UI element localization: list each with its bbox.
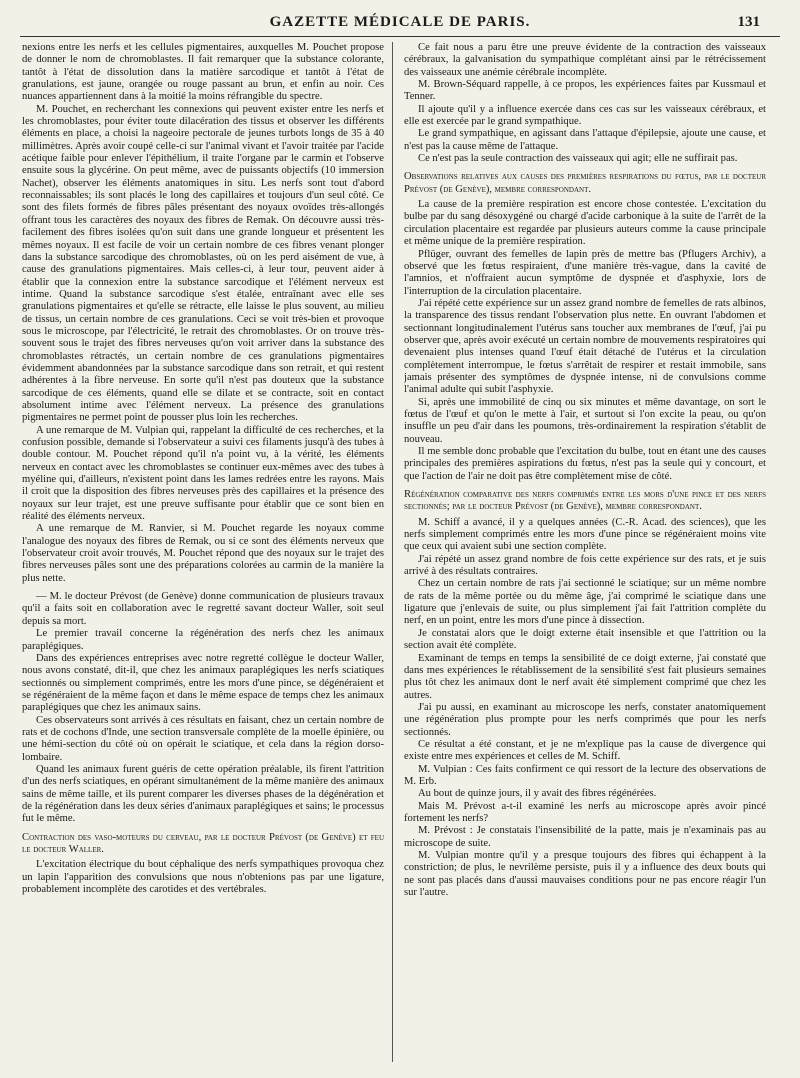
paragraph: Quand les animaux furent guéris de cette opération préalable, ils firent l'attrition d'un des nerfs sciatiques, en opérant simultanément de la même manière des animaux sains de même taille, et ils purent comparer les diverses phases de la dégénération et de la régénération dans les deux séries d'animaux paraplégiques et sains; le processus fut le même. <box>22 763 384 825</box>
paragraph: Examinant de temps en temps la sensibilité de ce doigt externe, j'ai constaté que dans mes expériences le rétablissement de la sensibilité s'est fait plusieurs semaines plus tôt chez les animaux dont le nerf avait été simplement comprimé que chez les autres. <box>404 652 766 701</box>
paragraph: M. Brown-Séquard rappelle, à ce propos, les expériences faites par Kussmaul et Tenner. <box>404 79 766 103</box>
left-column <box>22 42 384 1068</box>
paragraph: J'ai pu aussi, en examinant au microscope les nerfs, constater anatomiquement une régénération plus prompte pour les nerfs comprimés que pour les nerfs sectionnés. <box>404 701 766 738</box>
paragraph: Ces observateurs sont arrivés à ces résultats en faisant, chez un certain nombre de rats et de cochons d'Inde, une section transversale complète de la moelle épinière, ou une hémi-section du côté où on opérait le sciatique, et cela dans la région dorso-lombaire. <box>22 714 384 763</box>
paragraph: J'ai répété cette expérience sur un assez grand nombre de femelles de rats albinos, la transparence des tissus rendant l'observation plus nette. En ouvrant l'abdomen et sectionnant longitudinalement l'utérus sans toucher aux membranes de l'œuf, j'ai pu observer que, après avoir exécuté un certain nombre de mouvements respiratoires qui devenaient plus intenses quand l'œuf était détaché de l'utérus et la circulation complètement interrompue, le fœtus s'arrêtait de respirer et restait immobile, sans jamais présenter des symptômes de dyspnée intense, ni de convulsions comme l'animal adulte qui subit l'asphyxie. <box>404 297 766 396</box>
paragraph: Le premier travail concerne la régénération des nerfs chez les animaux paraplégiques. <box>22 628 384 652</box>
paragraph: La cause de la première respiration est encore chose contestée. L'excitation du bulbe par du sang désoxygéné ou chargé d'acide carbonique à la suite de l'arrêt de la circulation placentaire est regardée par plusieurs auteurs comme la cause principale et même unique de la première respiration. <box>404 199 766 248</box>
paragraph: Il ajoute qu'il y a influence exercée dans ces cas sur les vaisseaux cérébraux, et elle est exercée par le grand sympathique. <box>404 103 766 128</box>
paragraph: M. Schiff a avancé, il y a quelques années (C.-R. Acad. des sciences), que les nerfs simplement comprimés entre les mors d'une pince se régénéraient moins vite que ceux qui avaient subi une section complète. <box>404 516 766 553</box>
paragraph: Si, après une immobilité de cinq ou six minutes et même davantage, on sort le fœtus de l'œuf et qu'on le mette à l'air, et surtout si l'on excite la peau, ou qu'on insuffle un peu d'air dans les poumons, très-ordinairement la respiration s'établit de nouveau. <box>404 396 766 445</box>
paragraph: Chez un certain nombre de rats j'ai sectionné le sciatique; sur un même nombre de rats de la même portée ou du même âge, j'ai comprimé le sciatique dans une ligature que j'enlevais de suite, ou plus simplement j'ai fait l'attrition complète du nerf, en un point, entre les mors d'une pince à dissection. <box>404 578 766 627</box>
paragraph: M. Pouchet, en recherchant les connexions qui peuvent exister entre les nerfs et les chromoblastes, pour éviter toute dilacération des tissus et observer les différents éléments en place, a choisi la nageoire pectorale de jeunes turbots longs de 35 à 40 millimètres. Après avoir coupé celle-ci sur l'animal vivant et l'avoir traitée par l'acide acétique faible pour enlever l'épithélium, il traite l'organe par le carmin et l'observe ensuite sous la glycérine. On peut même, avec de puissants objectifs (10 immersion Nachet), observer les éléments anatomiques in situ. Les nerfs sont tout d'abord reconnaissables; ils sont placés le long des capillaires et toujours d'un seul côté. Ce sont des filets formés de fibres pâles présentant des noyaux ovoïdes très-allongés offrant tous les caractères des noyaux des fibres de Remak. On découvre aussi très-facilement des fibres isolées qu'on suit dans une grande longueur et présentent les mêmes noyaux. Il est facile de voir un certain nombre de ces fibres venant plonger dans la substance sarcodique des chromoblastes, où on les perd aisément de vue, à cause des granulations pigmentaires. Mais celles-ci, à leur tour, peuvent aider à établir que la connexion entre la substance sarcodique et l'élément nerveux est intime. Quand la substance sarcodique s'est étalée, entraînant avec elle ses granulations pigmentaires et qu'elle se rétracte, elle laisse le plus souvent, au milieu de tissus, un certain nombre de ces granulations. Ceci se voit très-bien et provoque sous le microscope, par l'électricité, le retrait des chromoblastes. Or on trouve très-souvent sous le trajet des fibres nerveuses qu'on voit arriver dans la substance des chromoblastes rétractés, un certain nombre de ces granulations pigmentaires évidemment abandonnées par la substance sarcodique dans son retrait, et qui restent adhérentes à la fibre nerveuse. En sorte qu'il n'est pas douteux que la substance sarcodique de ces éléments, quand elle se dilate et se contracte, soit en contact absolument intime avec l'élément nerveux. La présence des granulations pigmentaires ne permet point de pousser plus loin les recherches. <box>22 103 384 424</box>
paragraph: A une remarque de M. Vulpian qui, rappelant la difficulté de ces recherches, et la confusion possible, demande si l'observateur a suivi ces filaments jusqu'à des tubes à double contour. M. Pouchet répond qu'il n'a point vu, à la vérité, les éléments nerveux en contact avec les chromoblastes se continuer eux-mêmes avec des tubes à myéline qui, d'ailleurs, n'existent point dans les lames redrées entre les rayons. Mais il croit que la disposition des fibres nerveuses près des capillaires et la présence des noyaux sur leur trajet, est une preuve suffisante pour établir que ce sont bien en réalité des éléments nerveux. <box>22 424 384 523</box>
paragraph: Le grand sympathique, en agissant dans l'attaque d'épilepsie, ajoute une cause, et n'est pas la cause même de l'attaque. <box>404 128 766 152</box>
section-heading: Observations relatives aux causes des premières respirations du fœtus, par le docteur Prévost (de Genève), membre correspondant. <box>404 171 766 195</box>
paragraph: Ce résultat a été constant, et je ne m'explique pas la cause de divergence qui existe entre mes expériences et celles de M. Schiff. <box>404 738 766 763</box>
paragraph: Pflüger, ouvrant des femelles de lapin près de mettre bas (Pflugers Archiv), a observé que les fœtus respiraient, d'une manière très-vague, dans la cavité de l'amnios, et n'offraient aucun symptôme de dyspnée et d'asphyxie, lors de l'interruption de la circulation placentaire. <box>404 248 766 297</box>
journal-title: GAZETTE MÉDICALE DE PARIS. <box>269 14 531 30</box>
paragraph: Il me semble donc probable que l'excitation du bulbe, tout en étant une des causes principales des premières aspirations du fœtus, n'est pas la seule qui y concourt, et que l'action de l'air ne doit pas être complètement mise de côté. <box>404 446 766 482</box>
paragraph: M. Prévost : Je constatais l'insensibilité de la patte, mais je n'examinais pas au microscope de suite. <box>404 825 766 849</box>
paragraph: — M. le docteur Prévost (de Genève) donne communication de plusieurs travaux qu'il a faits soit en collaboration avec le regretté savant docteur Waller, soit seul depuis sa mort. <box>22 591 384 627</box>
paragraph: A une remarque de M. Ranvier, si M. Pouchet regarde les noyaux comme l'analogue des noyaux des fibres de Remak, ou si ce sont des éléments nerveux que l'observateur croit avoir trouvés, M. Pouchet répond que des noyaux sur le trajet des fibres nerveuses pâles sont une des préparations colorées au carmin de la manière la plus nette. <box>22 523 384 584</box>
paragraph: Ce n'est pas la seule contraction des vaisseaux qui agit; elle ne suffirait pas. <box>418 153 738 165</box>
paragraph: L'excitation électrique du bout céphalique des nerfs sympathiques provoqua chez un lapin l'apparition des convulsions que nous n'obtenions pas par une ligature, probablement incomplète des carotides et des vertébrales. <box>22 859 384 896</box>
section-heading: Contraction des vaso-moteurs du cerveau, par le docteur Prévost (de Genève) et feu le docteur Waller. <box>22 831 384 855</box>
paragraph: Mais M. Prévost a-t-il examiné les nerfs au microscope après avoir pincé fortement les nerfs? <box>404 800 766 824</box>
header-rule <box>20 36 780 37</box>
right-column <box>404 42 766 1068</box>
paragraph: J'ai répété un assez grand nombre de fois cette expérience sur des rats, et je suis arrivé à des résultats contraires. <box>404 553 766 578</box>
page-number: 131 <box>737 14 760 30</box>
running-header <box>20 12 780 38</box>
paragraph: M. Vulpian : Ces faits confirment ce qui ressort de la lecture des observations de M. Erb. <box>404 763 766 787</box>
section-heading: Régénération comparative des nerfs comprimés entre les mors d'une pince et des nerfs sectionnés; par le docteur Prévost (de Genève), membre correspondant. <box>404 489 766 513</box>
paragraph: M. Vulpian montre qu'il y a presque toujours des fibres qui échappent à la constriction; de plus, le nevrilème persiste, puis il y a influence des deux bouts qui ne sont pas placés dans d'aussi mauvaises conditions pour ne pas encore réagir l'un sur l'autre. <box>404 850 766 899</box>
paragraph: Dans des expériences entreprises avec notre regretté collègue le docteur Waller, nous avons constaté, dit-il, que chez les animaux paraplégiques les nerfs sciatiques sectionnés ou simplement comprimés, entre les mors d'une pince, se dégénéraient et se régénéraient de la même façon et dans le même espace de temps chez les animaux paraplégiques que chez les animaux sains. <box>22 652 384 714</box>
paragraph: Au bout de quinze jours, il y avait des fibres régénérées. <box>418 788 657 800</box>
column-divider <box>392 42 393 1062</box>
paragraph: nexions entre les nerfs et les cellules pigmentaires, auxquelles M. Pouchet propose de donner le nom de chromoblastes. Il fait remarquer que la substance colorante, tantôt à l'état de dissolution dans la matière sarcodique et tantôt à l'état de granulations, est jaune, orangée ou rouge passant au brun, et enfin au noir. Ces nuances appartiennent dans à la moitié la moins réfrangible du spectre. <box>22 42 384 103</box>
paragraph: Ce fait nous a paru être une preuve évidente de la contraction des vaisseaux cérébraux, la galvanisation du sympathique complétant ainsi par le rétrécissement des vaisseaux une anémie cérébrale incomplète. <box>404 42 766 78</box>
paragraph: Je constatai alors que le doigt externe était insensible et que l'attrition ou la section avait été complète. <box>404 627 766 652</box>
